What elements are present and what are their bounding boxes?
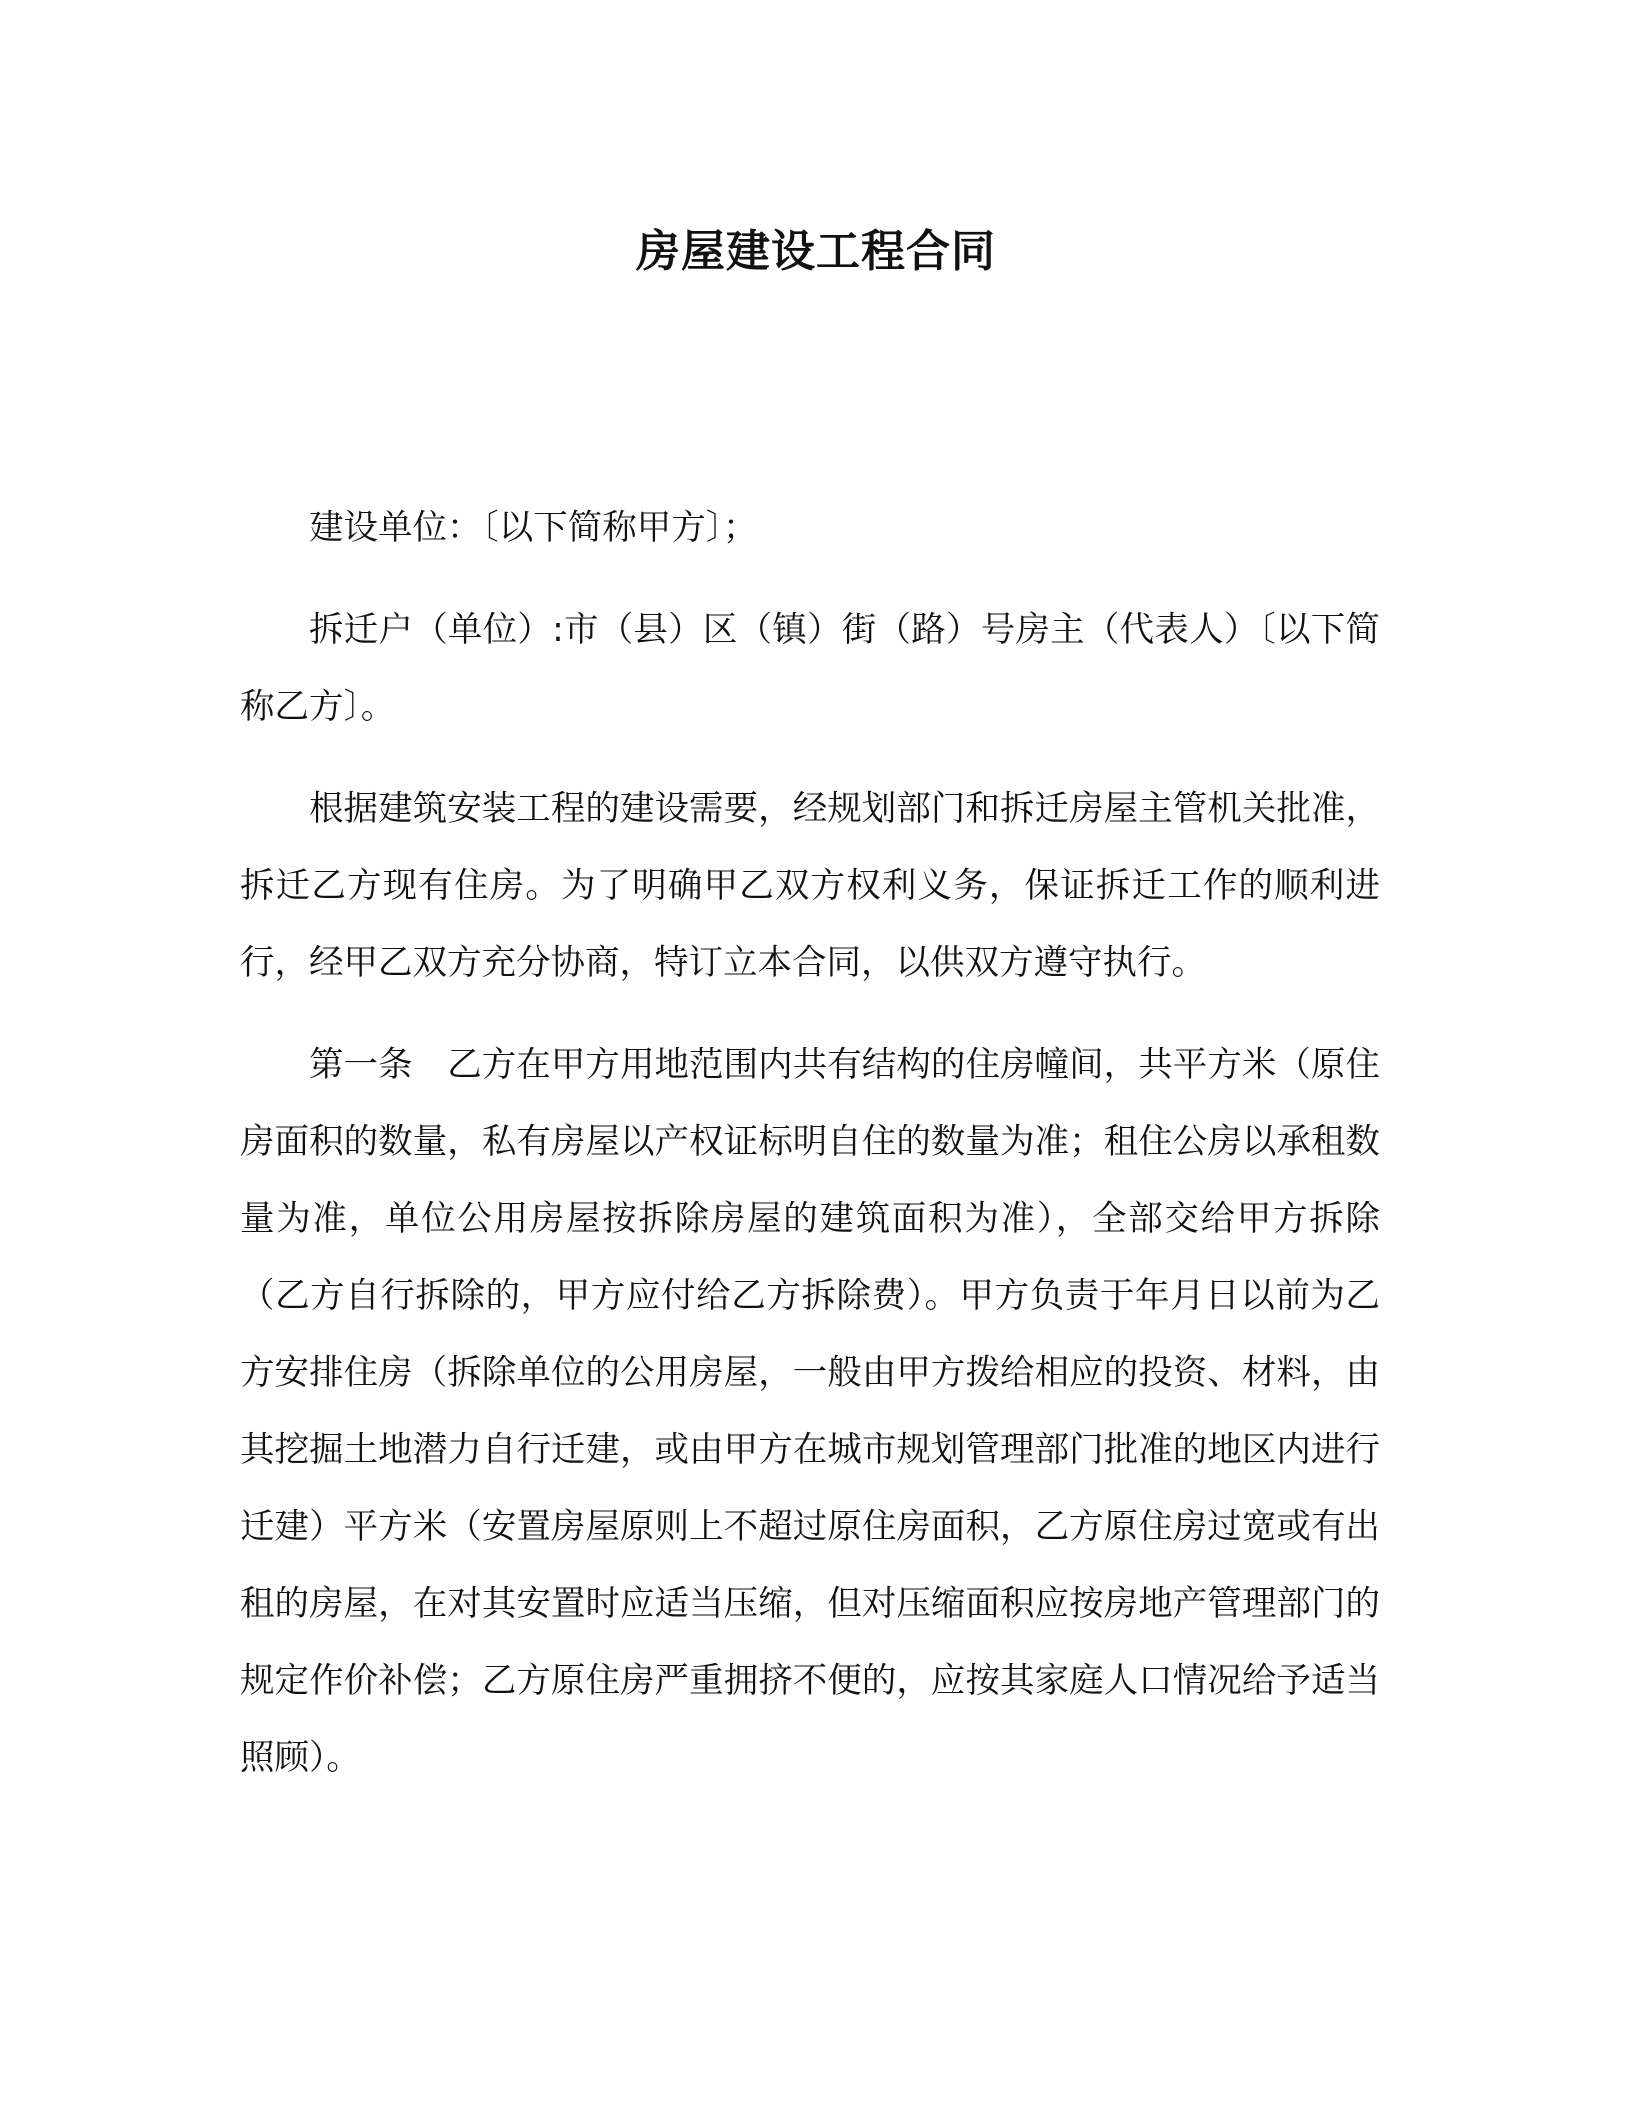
paragraph-preamble: 根据建筑安装工程的建设需要，经规划部门和拆迁房屋主管机关批准，拆迁乙方现有住房。为了明确甲乙双方权利义务，保证拆迁工作的顺利进行，经甲乙双方充分协商，特订立本合同，以供双方遵守执行。 [240,789,1380,983]
document-title: 房屋建设工程合同 [636,226,996,277]
paragraph-relocated-household: 拆迁户（单位）:市（县）区（镇）街（路）号房主（代表人）〔以下简称乙方〕。 [240,610,1380,727]
document-body [240,490,1380,1822]
paragraph-article-one: 第一条 乙方在甲方用地范围内共有结构的住房幢间，共平方米（原住房面积的数量，私有房屋以产权证标明自住的数量为准；租住公房以承租数量为准，单位公用房屋按拆除房屋的建筑面积为准），全部交给甲方拆除（乙方自行拆除的，甲方应付给乙方拆除费）。甲方负责于年月日以前为乙方安排住房（拆除单位的公用房屋，一般由甲方拨给相应的投资、材料，由其挖掘土地潜力自行迁建，或由甲方在城市规划管理部门批准的地区内进行迁建）平方米（安置房屋原则上不超过原住房面积，乙方原住房过宽或有出租的房屋，在对其安置时应适当压缩，但对压缩面积应按房地产管理部门的规定作价补偿；乙方原住房严重拥挤不便的，应按其家庭人口情况给予适当照顾）。 [240,1045,1380,1778]
paragraph-construction-unit: 建设单位：〔以下简称甲方〕； [309,508,758,548]
